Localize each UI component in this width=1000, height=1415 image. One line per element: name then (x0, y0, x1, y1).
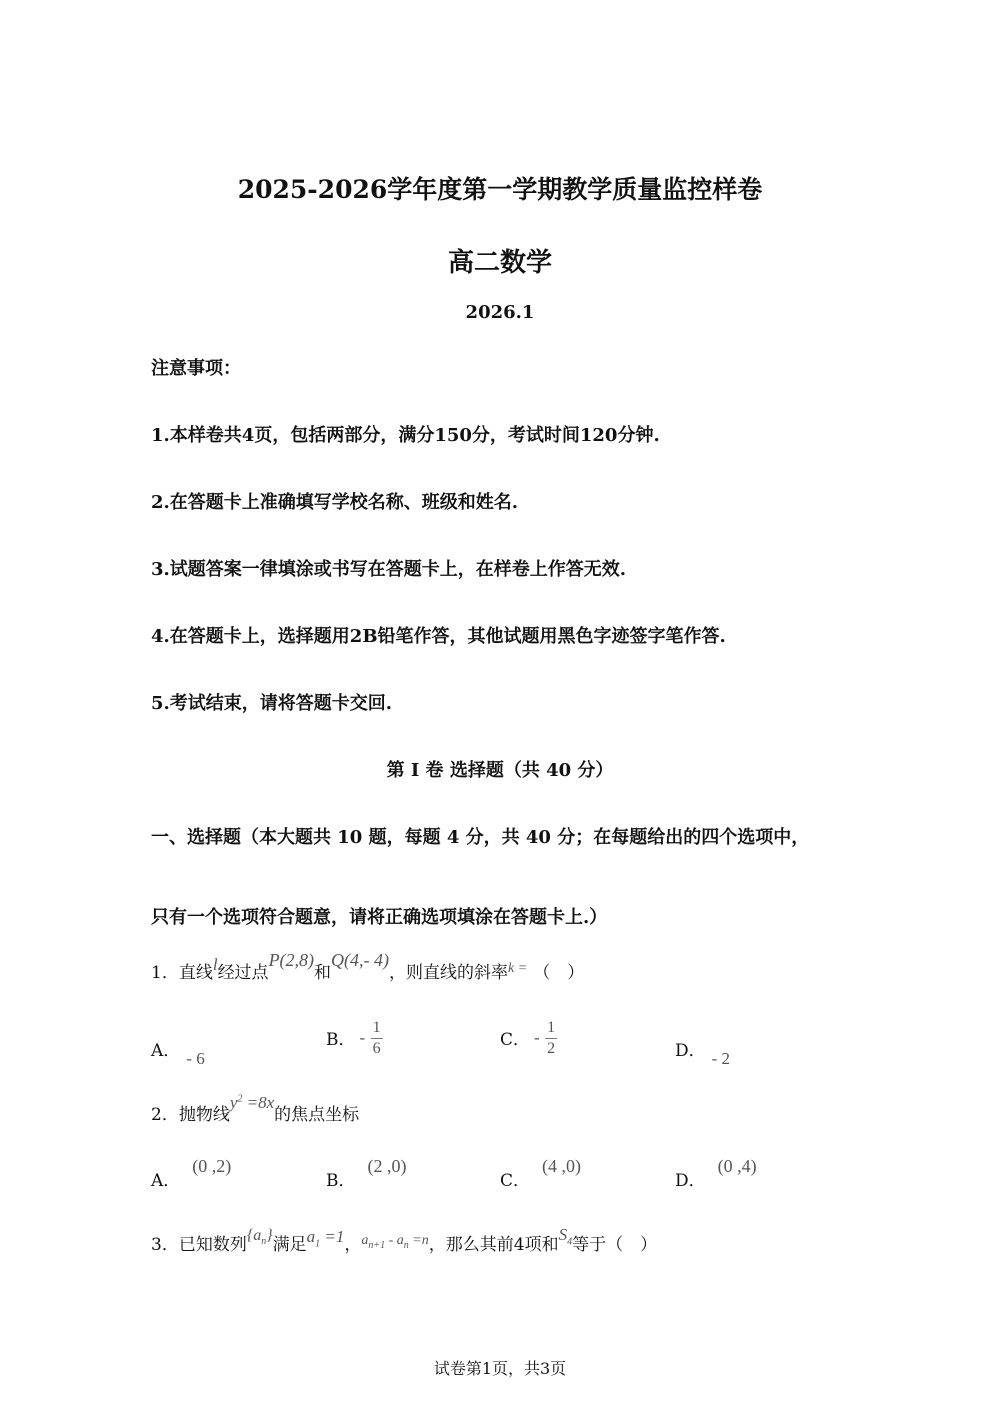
note-item-3: 3.试题答案一律填涂或书写在答题卡上，在样卷上作答无效. (151, 559, 627, 580)
math-point-p: P(2,8) (268, 950, 315, 970)
q1-option-d: D． - 2 (675, 1041, 731, 1068)
q1-option-b: B． - $\frac{1}{6}$ (326, 1019, 381, 1057)
page-footer: 试卷第1页，共3页 (433, 1359, 567, 1378)
question-1: 1．直线l经过点P(2,8)和Q(4,- 4)，则直线的斜率$^{k =}$ （ ） (151, 950, 585, 983)
part1-heading: 第 I 卷 选择题（共 40 分） (386, 760, 614, 781)
math-sequence: $\{a_n\}$ (246, 1227, 273, 1248)
math-line-l: l (212, 955, 218, 974)
answer-blank: （ ） (533, 963, 585, 983)
fraction: $\frac{1}{2}$ (547, 1019, 556, 1057)
note-item-1: 1.本样卷共4页，包括两部分，满分150分，考试时间120分钟. (151, 425, 660, 446)
exam-subject: 高二数学 (447, 248, 552, 278)
exam-date: 2026.1 (465, 302, 535, 323)
note-item-2: 2.在答题卡上准确填写学校名称、班级和姓名. (151, 492, 519, 513)
question-number: 2． (151, 1105, 179, 1125)
q2-option-b: B．(2 ,0) (326, 1156, 407, 1191)
section-instructions-line2: 只有一个选项符合题意，请将正确选项填涂在答题卡上.） (151, 907, 608, 928)
q2-option-d: D．(0 ,4) (675, 1156, 757, 1191)
q2-option-a: A．(0 ,2) (151, 1156, 232, 1191)
q1-option-c: C． - $\frac{1}{2}$ (500, 1019, 556, 1057)
note-item-5: 5.考试结束，请将答题卡交回. (151, 693, 393, 714)
math-s4: $S_4$ (558, 1225, 573, 1248)
math-recurrence: an+1 - an =n (361, 1233, 429, 1251)
note-item-4: 4.在答题卡上，选择题用2B铅笔作答，其他试题用黑色字迹签字笔作答. (151, 626, 726, 647)
notes-heading: 注意事项： (151, 358, 241, 379)
question-2: 2．抛物线$y^2 =8x$的焦点坐标 (151, 1093, 360, 1125)
math-slope-k: k = (508, 961, 528, 976)
section-instructions-line1: 一、选择题（本大题共 10 题，每题 4 分，共 40 分；在每题给出的四个选项中， (151, 827, 810, 848)
math-a1: $a_1 =1$ (306, 1227, 345, 1250)
exam-title: 2025-2026学年度第一学期教学质量监控样卷 (237, 175, 763, 204)
math-parabola: $y^2 =8x$ (229, 1093, 275, 1112)
question-number: 3． (151, 1235, 179, 1255)
math-point-q: Q(4,- 4) (331, 950, 390, 970)
question-number: 1． (151, 963, 179, 983)
question-3: 3．已知数列$\{a_n\}$满足$a_1 =1$，$^{a_{n+1} - a_n =n}$，那么其前4项和$S_4$等于（ ） (151, 1225, 658, 1255)
q1-option-a: A． - 6 (151, 1041, 205, 1068)
q2-option-c: C．(4 ,0) (500, 1156, 582, 1191)
fraction: $\frac{1}{6}$ (372, 1019, 381, 1057)
